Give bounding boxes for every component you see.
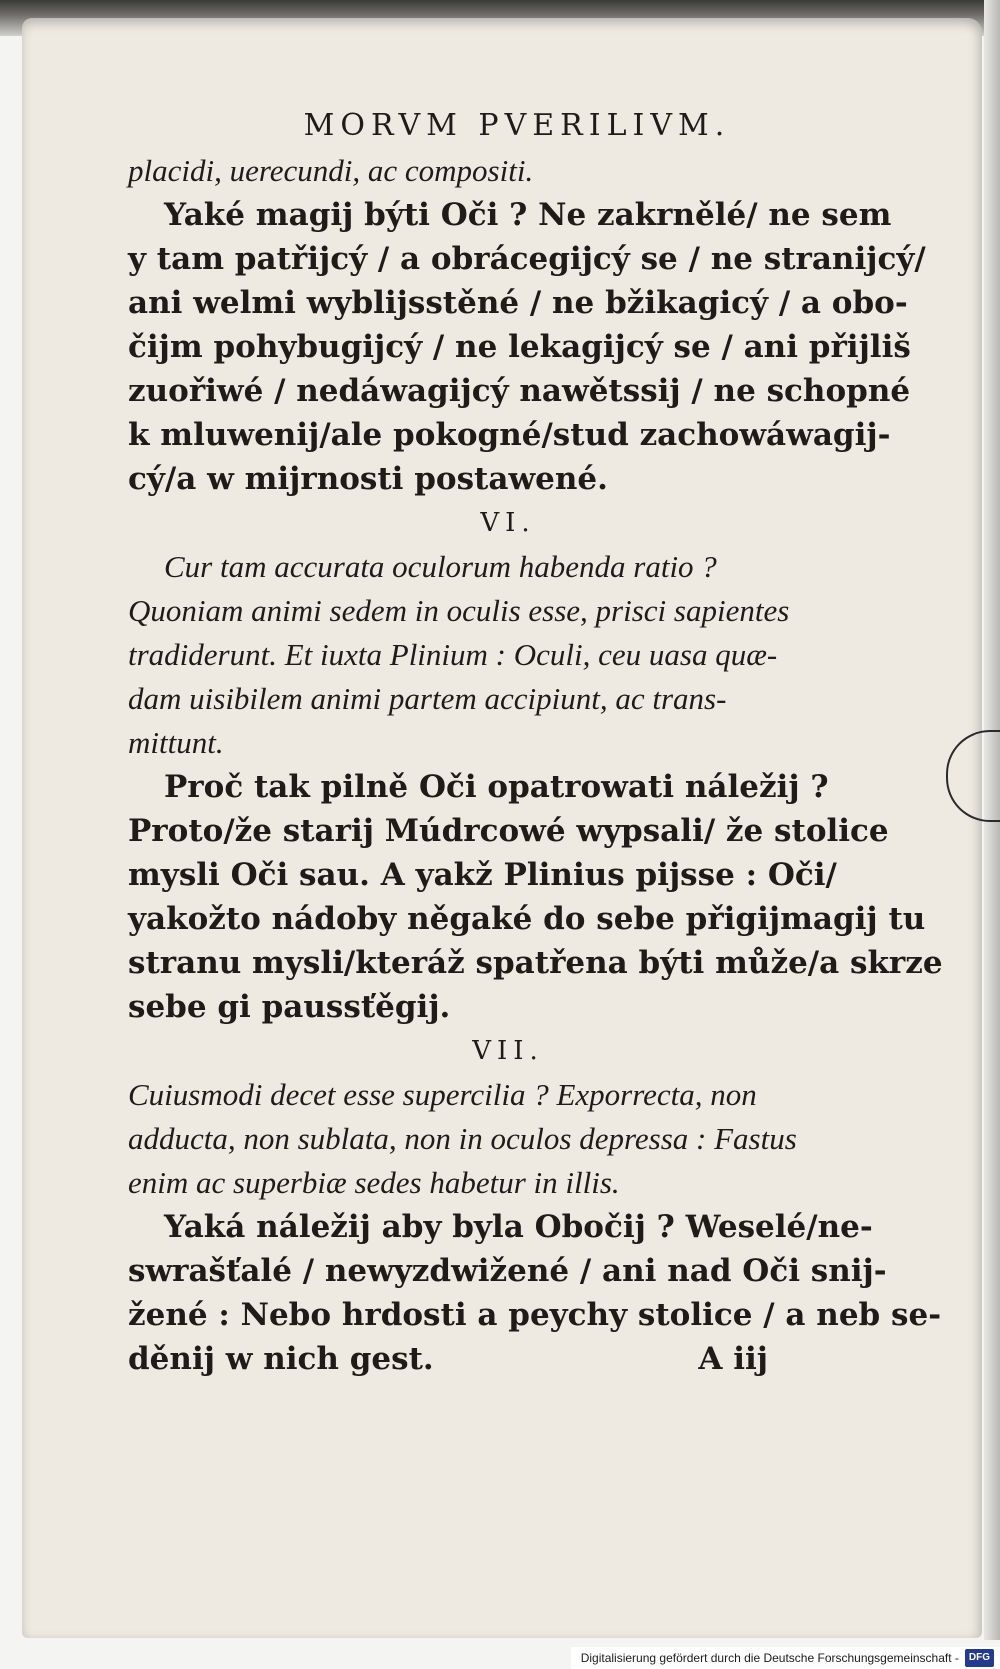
text-line: čijm pohybugijcý / ne lekagijcý se / ani přijliš — [128, 329, 911, 365]
text-line: enim ac superbiæ sedes habetur in illis. — [128, 1165, 620, 1200]
section-number-vi: VI. — [480, 508, 536, 538]
text-line: žené : Nebo hrdosti a peychy stolice / a neb se- — [128, 1297, 942, 1333]
text-line: Proto/že starij Múdrcowé wypsali/ že stolice — [128, 813, 889, 849]
running-head: MORVM PVERILIVM. — [303, 108, 731, 143]
latin-block-1 — [128, 149, 888, 193]
text-line: ani welmi wyblijsstěné / ne bžikagicý / a obo- — [128, 285, 908, 321]
page-text — [128, 108, 943, 1381]
text-line: mysli Oči sau. A yakž Plinius pijsse : Oči/ — [128, 857, 837, 893]
latin-block-2 — [128, 545, 888, 765]
text-line: Yaké magij býti Oči ? Ne zakrnělé/ ne sem — [164, 197, 892, 233]
text-line: zuořiwé / nedáwagijcý nawětssij / ne schopné — [128, 373, 911, 409]
funding-footer — [571, 1647, 1000, 1669]
text-line: sebe gi paussťěgij. — [128, 989, 451, 1025]
czech-block-3 — [128, 1205, 942, 1381]
czech-block-2 — [128, 765, 943, 1029]
text-line: stranu mysli/kteráž spatřena býti může/a skrze — [128, 945, 943, 981]
dfg-logo: DFG — [965, 1649, 994, 1667]
text-line: Cuiusmodi decet esse supercilia ? Exporrecta, non — [128, 1077, 757, 1112]
text-line: tradiderunt. Et iuxta Plinium : Oculi, ceu uasa quæ- — [128, 637, 778, 672]
text-line: dam uisibilem animi partem accipiunt, ac trans- — [128, 681, 727, 716]
text-line: placidi, uerecundi, ac compositi. — [128, 153, 534, 188]
text-line: Proč tak pilně Oči opatrowati náležij ? — [164, 769, 829, 805]
text-line: y tam patřijcý / a obrácegijcý se / ne stranijcý/ — [128, 241, 926, 277]
text-line: Yaká náležij aby byla Obočij ? Weselé/ne- — [164, 1209, 873, 1245]
text-line: Cur tam accurata oculorum habenda ratio ? — [164, 549, 717, 584]
text-line: swrašťalé / newyzdwižené / ani nad Oči snij- — [128, 1253, 887, 1289]
czech-block-1 — [128, 193, 926, 501]
text-line: Quoniam animi sedem in oculis esse, prisci sapientes — [128, 593, 790, 628]
text-line: cý/a w mijrnosti postawené. — [128, 461, 608, 497]
section-number-vii: VII. — [472, 1036, 544, 1066]
latin-block-3 — [128, 1073, 888, 1205]
text-line: děnij w nich gest. — [128, 1341, 434, 1377]
last-line — [128, 1337, 888, 1381]
text-line: k mluwenij/ale pokogné/stud zachowáwagij- — [128, 417, 891, 453]
footer-text: Digitalisierung gefördert durch die Deutsche Forschungsgemeinschaft - — [580, 1651, 959, 1665]
text-line: mittunt. — [128, 725, 224, 760]
text-line: yakožto nádoby něgaké do sebe přigijmagij tu — [128, 901, 926, 937]
signature-mark: A iij — [698, 1341, 768, 1377]
text-line: adducta, non sublata, non in oculos depressa : Fastus — [128, 1121, 797, 1156]
